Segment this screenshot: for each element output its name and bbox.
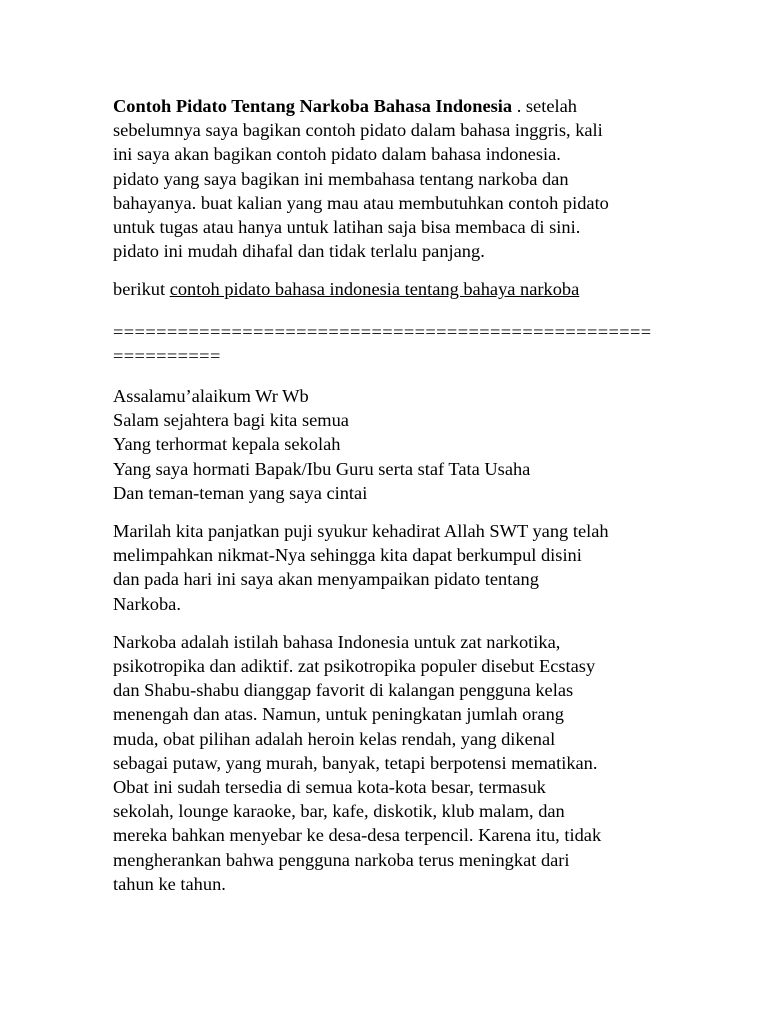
syukur-paragraph [113, 519, 673, 616]
narkoba-line: sekolah, lounge karaoke, bar, kafe, diskotik, klub malam, dan [113, 801, 565, 822]
narkoba-line: psikotropika dan adiktif. zat psikotropika populer disebut Ecstasy [113, 656, 596, 677]
separator [113, 320, 673, 368]
document-page [113, 94, 673, 910]
narkoba-line: tahun ke tahun. [113, 873, 226, 894]
syukur-line: Marilah kita panjatkan puji syukur kehadirat Allah SWT yang telah [113, 521, 609, 542]
pidato-link[interactable]: contoh pidato bahasa indonesia tentang bahaya narkoba [169, 279, 580, 300]
greeting-line: Salam sejahtera bagi kita semua [113, 410, 349, 431]
intro-line: bahayanya. buat kalian yang mau atau membutuhkan contoh pidato [113, 192, 609, 213]
narkoba-line: mereka bahkan menyebar ke desa-desa terpencil. Karena itu, tidak [113, 825, 602, 846]
intro-first-line [113, 94, 673, 118]
greeting-line: Yang saya hormati Bapak/Ibu Guru serta staf Tata Usaha [113, 458, 531, 479]
berikut-prefix: berikut [113, 279, 170, 300]
separator-line: ========== [113, 345, 221, 366]
narkoba-line: muda, obat pilihan adalah heroin kelas rendah, yang dikenal [113, 728, 556, 749]
greeting-line: Assalamu’alaikum Wr Wb [113, 386, 309, 407]
intro-line: sebelumnya saya bagikan contoh pidato dalam bahasa inggris, kali [113, 120, 603, 141]
intro-line: pidato ini mudah dihafal dan tidak terlalu panjang. [113, 241, 485, 262]
narkoba-line: dan Shabu-shabu dianggap favorit di kalangan pengguna kelas [113, 680, 574, 701]
narkoba-line: mengherankan bahwa pengguna narkoba terus meningkat dari [113, 849, 570, 870]
narkoba-line: Obat ini sudah tersedia di semua kota-kota besar, termasuk [113, 777, 546, 798]
intro-paragraph [113, 94, 673, 263]
syukur-line: Narkoba. [113, 593, 181, 614]
narkoba-line: sebagai putaw, yang murah, banyak, tetapi berpotensi mematikan. [113, 752, 598, 773]
greetings-paragraph [113, 384, 673, 505]
intro-title: Contoh Pidato Tentang Narkoba Bahasa Indonesia [113, 96, 513, 116]
intro-title-rest: . setelah [512, 96, 577, 116]
berikut-line [113, 277, 673, 301]
narkoba-line: Narkoba adalah istilah bahasa Indonesia untuk zat narkotika, [113, 631, 561, 652]
berikut-paragraph [113, 277, 673, 301]
narkoba-paragraph [113, 630, 673, 896]
intro-line: pidato yang saya bagikan ini membahasa tentang narkoba dan [113, 168, 569, 189]
intro-line: untuk tugas atau hanya untuk latihan saja bisa membaca di sini. [113, 217, 581, 238]
intro-line: ini saya akan bagikan contoh pidato dalam bahasa indonesia. [113, 144, 561, 165]
greeting-line: Dan teman-teman yang saya cintai [113, 482, 368, 503]
syukur-line: dan pada hari ini saya akan menyampaikan pidato tentang [113, 569, 539, 590]
separator-line: ================================================== [113, 321, 652, 342]
narkoba-line: menengah dan atas. Namun, untuk peningkatan jumlah orang [113, 704, 564, 725]
syukur-line: melimpahkan nikmat-Nya sehingga kita dapat berkumpul disini [113, 545, 582, 566]
greeting-line: Yang terhormat kepala sekolah [113, 434, 341, 455]
